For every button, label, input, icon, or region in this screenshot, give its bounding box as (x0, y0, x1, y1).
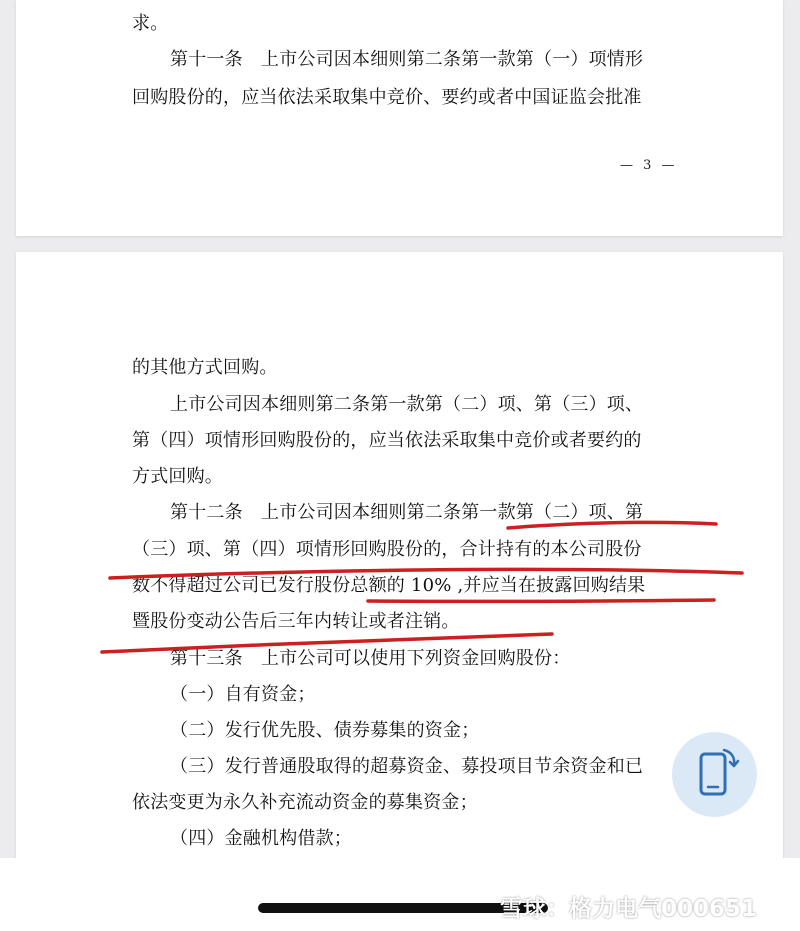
text-line: 求。 (132, 13, 169, 34)
text-line: 第十二条 上市公司因本细则第二条第一款第（二）项、第 (170, 502, 644, 523)
text-line: 的其他方式回购。 (132, 357, 278, 378)
text-line: （三）发行普通股取得的超募资金、募投项目节余资金和已 (170, 756, 644, 777)
text-line: 方式回购。 (132, 466, 223, 487)
document-page-3 (16, 0, 783, 236)
text-line: （三）项、第（四）项情形回购股份的，合计持有的本公司股份 (132, 539, 642, 560)
watermark: 雪球：格力电气000651 (500, 896, 758, 922)
text-line: 暨股份变动公告后三年内转让或者注销。 (132, 611, 460, 632)
text-line: （四）金融机构借款； (170, 828, 352, 849)
document-page-4 (16, 252, 783, 872)
text-line: 上市公司因本细则第二条第一款第（二）项、第（三）项、 (170, 394, 644, 415)
text-line: 第（四）项情形回购股份的，应当依法采取集中竞价或者要约的 (132, 430, 642, 451)
text-line: 第十三条 上市公司可以使用下列资金回购股份： (170, 648, 571, 669)
text-line: （一）自有资金； (170, 684, 316, 705)
text-line: 依法变更为永久补充流动资金的募集资金； (132, 792, 478, 813)
text-line: （二）发行优先股、债券募集的资金； (170, 720, 480, 741)
text-line: 第十一条 上市公司因本细则第二条第一款第（一）项情形 (170, 49, 644, 70)
text-line: 回购股份的，应当依法采取集中竞价、要约或者中国证监会批准 (132, 87, 642, 108)
page-number: — 3 — (620, 158, 678, 173)
rotate-phone-icon (672, 732, 757, 817)
rotate-screen-button[interactable] (672, 732, 757, 817)
text-line: 数不得超过公司已发行股份总额的 10% ,并应当在披露回购结果 (132, 575, 646, 596)
